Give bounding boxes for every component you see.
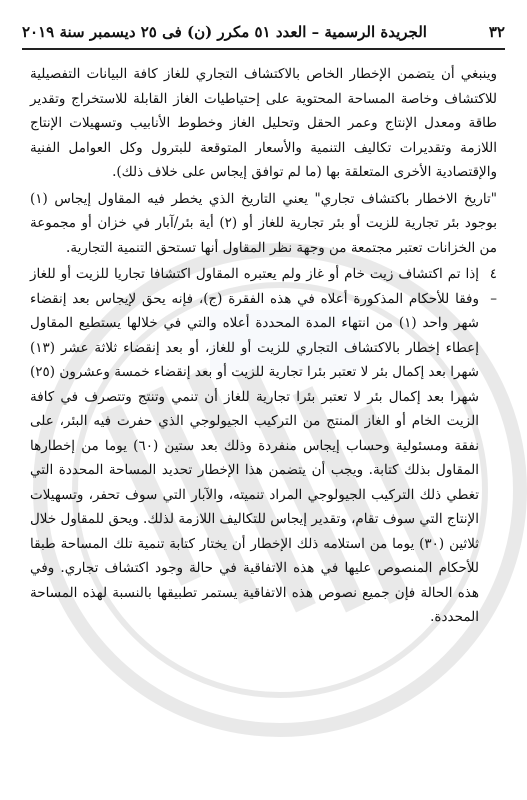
document-body [30,62,497,630]
item-number: ٤ – [489,266,497,307]
page-header [22,18,505,46]
numbered-item-4 [30,262,497,630]
paragraph-commercial-gas-notice: وينبغي أن يتضمن الإخطار الخاص بالاكتشاف التجاري للغاز كافة البيانات التفصيلية للاكتشاف وخاصة المساحة المحتوية على إحتياطيات الغاز القابلة للاستخراج وتقدير طاقة ومعدل الإنتاج وعمر الحقل وتحليل الغاز وخطوط الأنابيب وتسهيلات الإنتاج اللازمة وتقديرات تكاليف التنمية والأسعار المتوقعة للبترول وكل العوامل الفنية والإقتصادية الأخرى المتعلقة بها (ما لم توافق إيجاس على خلاف ذلك). [30,66,497,180]
header-divider [22,48,505,50]
paragraph-notice-date-definition: "تاريخ الاخطار باكتشاف تجاري" يعني التاريخ الذي يخطر فيه المقاول إيجاس (١) بوجود بئر تجارية للزيت أو بئر تجارية للغاز أو (٢) أية بئر/آبار في خزان أو مجموعة من الخزانات تعتبر مجتمعة من وجهة نظر المقاول أنها تستحق التنمية التجارية. [30,190,497,256]
page-number: ٣٢ [488,23,505,41]
item-text: إذا تم اكتشاف زيت خام أو غاز ولم يعتبره المقاول اكتشافا تجاريا للزيت أو للغاز وفقا للأحكام المذكورة أعلاه في هذه الفقرة (ج)، فإنه يحق لإيجاس بعد إنقضاء شهر واحد (١) من انتهاء المدة المحددة أعلاه والتي في خلالها يستطيع المقاول إعطاء إخطار بالاكتشاف التجاري للزيت أو للغاز، أو بعد إنقضاء ثلاثة عشر (١٣) شهرا بعد إكمال بئر لا تعتبر بئرا تجارية للزيت أو بعد إنقضاء خمسة وعشرون (٢٥) شهرا بعد إكمال بئر لا تعتبر بئرا تجارية للغاز أن تنمي وتنتج وتتصرف في كافة الزيت الخام أو الغاز المنتج من التركيب الجيولوجي الذي حفرت فيه البئر، على نفقة ومسئولية وحساب إيجاس منفردة وذلك بعد ستين (٦٠) يوما من إخطارها المقاول بذلك كتابة. ويجب أن يتضمن هذا الإخطار تحديد المساحة المحددة التي تغطي ذلك التركيب الجيولوجي المراد تنميته، والآبار التي سوف تحفر، وتسهيلات الإنتاج التي سوف تقام، وتقدير إيجاس للتكاليف اللازمة لذلك. ويحق للمقاول خلال ثلاثين (٣٠) يوما من استلامه ذلك الإخطار أن يختار كتابة تنمية تلك المساحة طبقا للأحكام المنصوص عليها في هذه الاتفاقية في حالة وجود اكتشاف تجاري. وفي هذه الحالة فإن جميع نصوص هذه الاتفاقية يستمر تطبيقها بالنسبة لهذه المساحة المحددة. [30,266,480,625]
gazette-title: الجريدة الرسمية – العدد ٥١ مكرر (ن) فى ٢٥ ديسمبر سنة ٢٠١٩ [22,23,427,41]
